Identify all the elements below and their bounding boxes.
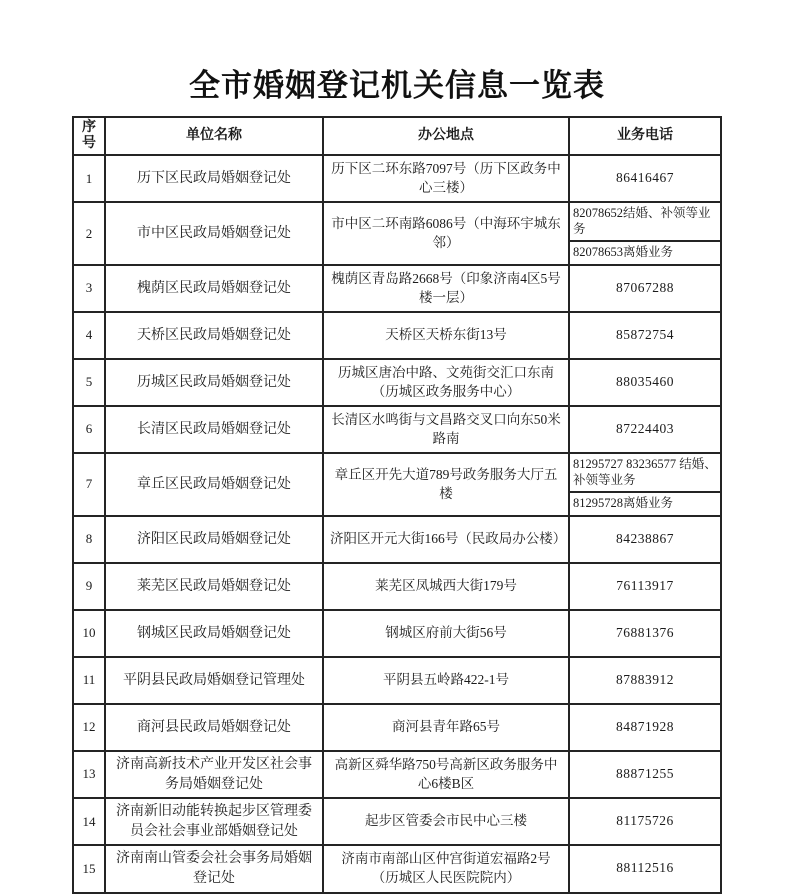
business-phone-cell: 76881376 [569,610,721,657]
business-phone-cell [569,453,721,516]
office-location-cell: 起步区管委会市民中心三楼 [323,798,569,845]
unit-name-cell: 历城区民政局婚姻登记处 [105,359,323,406]
office-location-cell: 天桥区天桥东街13号 [323,312,569,359]
business-phone-cell: 88112516 [569,845,721,892]
unit-name-cell: 济南南山管委会社会事务局婚姻登记处 [105,845,323,892]
office-location-cell: 平阴县五岭路422-1号 [323,657,569,704]
seq-cell: 14 [73,798,105,845]
phone-sub-cell: 82078653离婚业务 [570,240,720,264]
table-body [73,155,721,892]
unit-name-cell: 章丘区民政局婚姻登记处 [105,453,323,516]
seq-cell: 13 [73,751,105,798]
col-header-unit-name: 单位名称 [105,117,323,155]
table-row [73,406,721,453]
table-row [73,516,721,563]
page-title: 全市婚姻登记机关信息一览表 [189,68,605,103]
unit-name-cell: 槐荫区民政局婚姻登记处 [105,265,323,312]
office-location-cell: 高新区舜华路750号高新区政务服务中心6楼B区 [323,751,569,798]
col-header-office-location: 办公地点 [323,117,569,155]
business-phone-cell: 87067288 [569,265,721,312]
marriage-registration-table [72,116,722,894]
table-row [73,453,721,516]
seq-cell: 6 [73,406,105,453]
unit-name-cell: 济南新旧动能转换起步区管理委员会社会事业部婚姻登记处 [105,798,323,845]
unit-name-cell: 济阳区民政局婚姻登记处 [105,516,323,563]
business-phone-cell: 84871928 [569,704,721,751]
table-row [73,265,721,312]
seq-cell: 12 [73,704,105,751]
office-location-cell: 钢城区府前大街56号 [323,610,569,657]
phone-sub-cell: 81295727 83236577 结婚、补领等业务 [573,457,717,487]
seq-cell: 7 [73,453,105,516]
office-location-cell: 市中区二环南路6086号（中海环宇城东邻） [323,202,569,265]
office-location-cell: 历城区唐冶中路、文苑街交汇口东南（历城区政务服务中心） [323,359,569,406]
unit-name-cell: 商河县民政局婚姻登记处 [105,704,323,751]
unit-name-cell: 钢城区民政局婚姻登记处 [105,610,323,657]
table-row [73,312,721,359]
table-row [73,610,721,657]
office-location-cell: 商河县青年路65号 [323,704,569,751]
table-row [73,359,721,406]
seq-cell: 11 [73,657,105,704]
business-phone-cell [569,202,721,265]
phone-sub-cell: 81295728离婚业务 [570,491,720,515]
unit-name-cell: 历下区民政局婚姻登记处 [105,155,323,202]
office-location-cell: 槐荫区青岛路2668号（印象济南4区5号楼一层） [323,265,569,312]
office-location-cell: 济南市南部山区仲宫街道宏福路2号（历城区人民医院院内） [323,845,569,892]
seq-cell: 15 [73,845,105,892]
unit-name-cell: 市中区民政局婚姻登记处 [105,202,323,265]
office-location-cell: 长清区水鸣街与文昌路交叉口向东50米路南 [323,406,569,453]
seq-cell: 3 [73,265,105,312]
business-phone-cell: 87883912 [569,657,721,704]
seq-cell: 9 [73,563,105,610]
office-location-cell: 章丘区开先大道789号政务服务大厅五楼 [323,453,569,516]
seq-cell: 4 [73,312,105,359]
col-header-seq: 序号 [73,117,105,155]
business-phone-cell: 87224403 [569,406,721,453]
business-phone-cell: 76113917 [569,563,721,610]
office-location-cell: 济阳区开元大街166号（民政局办公楼） [323,516,569,563]
unit-name-cell: 平阴县民政局婚姻登记管理处 [105,657,323,704]
col-header-business-phone: 业务电话 [569,117,721,155]
table-row [73,563,721,610]
business-phone-cell: 81175726 [569,798,721,845]
table-row [73,798,721,845]
seq-cell: 1 [73,155,105,202]
table-row [73,155,721,202]
office-location-cell: 莱芜区凤城西大街179号 [323,563,569,610]
seq-cell: 10 [73,610,105,657]
business-phone-cell: 86416467 [569,155,721,202]
business-phone-cell: 84238867 [569,516,721,563]
unit-name-cell: 济南高新技术产业开发区社会事务局婚姻登记处 [105,751,323,798]
unit-name-cell: 天桥区民政局婚姻登记处 [105,312,323,359]
seq-cell: 2 [73,202,105,265]
table-row [73,202,721,265]
unit-name-cell: 莱芜区民政局婚姻登记处 [105,563,323,610]
seq-cell: 8 [73,516,105,563]
table-row [73,845,721,892]
phone-sub-cell: 82078652结婚、补领等业务 [573,206,711,236]
table-row [73,751,721,798]
unit-name-cell: 长清区民政局婚姻登记处 [105,406,323,453]
business-phone-cell: 88871255 [569,751,721,798]
header-row [73,117,721,155]
business-phone-cell: 85872754 [569,312,721,359]
table-row [73,704,721,751]
office-location-cell: 历下区二环东路7097号（历下区政务中心三楼） [323,155,569,202]
seq-cell: 5 [73,359,105,406]
business-phone-cell: 88035460 [569,359,721,406]
table-row [73,657,721,704]
